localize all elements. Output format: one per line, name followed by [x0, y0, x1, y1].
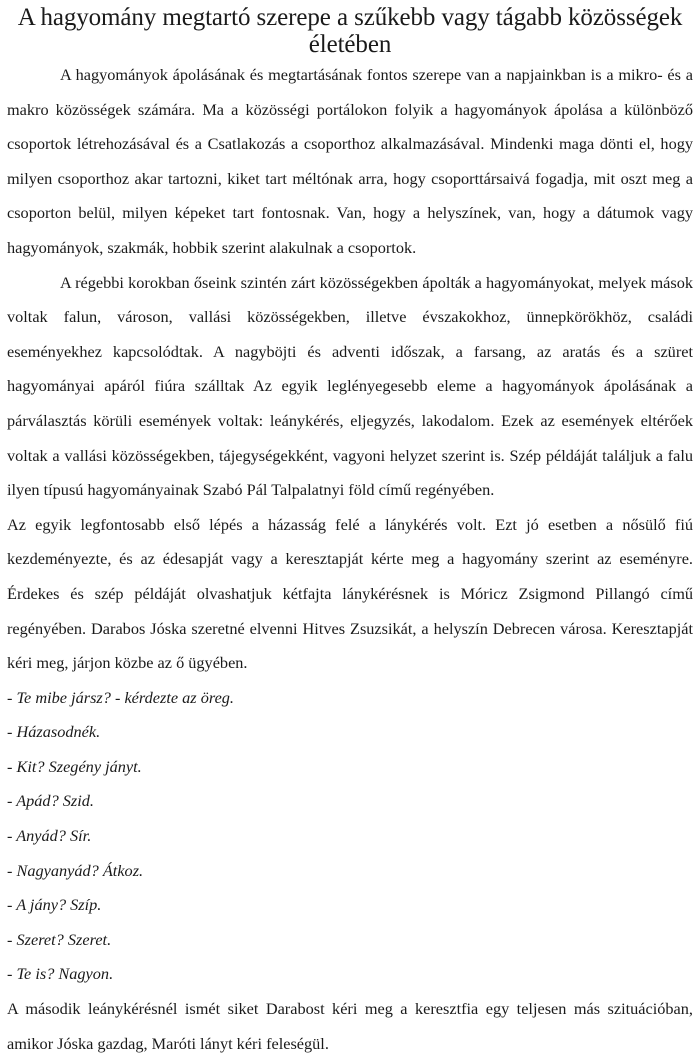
closing-paragraph: A második leánykérésnél ismét siket Darabost kéri meg a keresztfia egy teljesen más szituációban, amikor Jóska gazdag, Maróti lányt kéri feleségül.	[7, 999, 693, 1053]
dialog-line: - Szeret? Szeret.	[7, 929, 112, 949]
dialog-line: - Apád? Szid.	[7, 791, 94, 811]
dialog-line: - Kit? Szegény jányt.	[7, 756, 142, 776]
dialog-line: - Te mibe jársz? - kérdezte az öreg.	[7, 687, 235, 707]
dialog-line: - Nagyanyád? Átkoz.	[7, 860, 144, 880]
dialog-block	[7, 681, 693, 992]
document-title: A hagyomány megtartó szerepe a szűkebb vagy tágabb közösségek életében	[17, 4, 683, 58]
dialog-line: - Házasodnék.	[7, 722, 101, 742]
dialog-line: - Anyád? Sír.	[7, 826, 92, 846]
dialog-line: - A jány? Szíp.	[7, 895, 102, 915]
paragraph-2: A régebbi korokban őseink szintén zárt közösségekben ápolták a hagyományokat, melyek mások voltak falun, városon, vallási közösségekben, illetve évszakokhoz, ünnepkörökhöz, családi eseményekhez kapcsolódtak. A nagyböjti és adventi időszak, a farsang, az aratás és a szüret hagyományai apáról fiúra szálltak Az egyik leglényegesebb eleme a hagyományok ápolásának a párválasztás körüli események voltak: leánykérés, eljegyzés, lakodalom. Ezek az események eltérőek voltak a vallási közösségekben, tájegységekként, vagyoni helyzet szerint is. Szép példáját találjuk a falu ilyen típusú hagyományainak Szabó Pál Talpalatnyi föld című regényében.	[7, 272, 693, 500]
dialog-line: - Te is? Nagyon.	[7, 964, 114, 984]
paragraph-1: A hagyományok ápolásának és megtartásának fontos szerepe van a napjainkban is a mikro- és a makro közösségek számára. Ma a közösségi portálokon folyik a hagyományok ápolása a különböző csoportok létrehozásával és a Csatlakozás a csoporthoz alkalmazásával. Mindenki maga dönti el, hogy milyen csoporthoz akar tartozni, kiket tart méltónak arra, hogy csoporttársaivá fogadja, mit oszt meg a csoporton belül, milyen képeket tart fontosnak. Van, hogy a helyszínek, van, hogy a dátumok vagy hagyományok, szakmák, hobbik szerint alakulnak a csoportok.	[7, 65, 693, 257]
paragraph-3: Az egyik legfontosabb első lépés a házasság felé a lánykérés volt. Ezt jó esetben a nősülő fiú kezdeményezte, és az édesapját vagy a keresztapját kérte meg a hagyomány szerint az eseményre. Érdekes és szép példáját olvashatjuk kétfajta lánykérésnek is Móricz Zsigmond Pillangó című regényében. Darabos Jóska szeretné elvenni Hitves Zsuzsikát, a helyszín Debrecen városa. Keresztapját kéri meg, járjon közbe az ő ügyében.	[7, 514, 693, 673]
